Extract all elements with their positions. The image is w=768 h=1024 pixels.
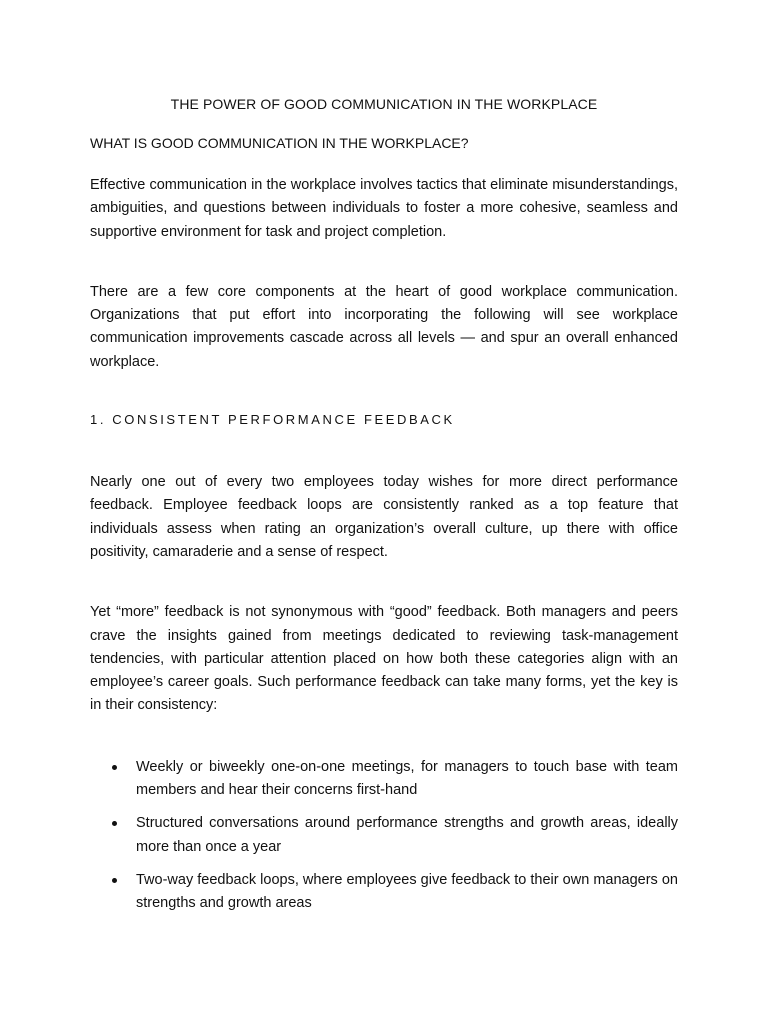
bullet-list xyxy=(90,756,678,916)
intro-paragraph-1: Effective communication in the workplace involves tactics that eliminate misunderstandings, ambiguities, and questions between individuals to foster a more cohesive, seamless and supportive environment for task and project completion. xyxy=(90,177,678,240)
bullet-icon xyxy=(112,765,117,770)
section-heading: 1. CONSISTENT PERFORMANCE FEEDBACK xyxy=(90,412,455,428)
document-title: THE POWER OF GOOD COMMUNICATION IN THE WORKPLACE xyxy=(170,96,598,112)
section-paragraph-2: Yet “more” feedback is not synonymous with “good” feedback. Both managers and peers crave the insights gained from meetings dedicated to reviewing task-management tendencies, with particular attention placed on how both these categories align with an employee’s career goals. Such performance feedback can take many forms, yet the key is in their consistency: xyxy=(90,604,678,714)
bullet-bold-text: Weekly or biweekly one-on-one meetings, xyxy=(136,758,415,775)
list-item xyxy=(90,756,678,803)
bullet-bold-text: Structured conversations around performance strengths and growth areas, xyxy=(136,815,631,832)
bullet-rest-text: for managers to touch base with team members and hear their concerns first-hand xyxy=(136,758,678,799)
bullet-icon xyxy=(112,821,117,826)
bullet-rest-text: ideally more than once a year xyxy=(136,815,679,855)
list-item xyxy=(90,812,678,859)
list-item xyxy=(90,869,678,916)
document-subtitle: WHAT IS GOOD COMMUNICATION IN THE WORKPLACE? xyxy=(90,135,469,151)
bullet-rest-text: where employees give feedback to their own managers on strengths and growth areas xyxy=(136,871,678,912)
bullet-icon xyxy=(112,878,117,883)
intro-paragraph-2: There are a few core components at the heart of good workplace communication. Organizations that put effort into incorporating the following will see workplace communication improvements cascade across all levels — and spur an overall enhanced workplace. xyxy=(90,283,678,370)
section-paragraph-1: Nearly one out of every two employees today wishes for more direct performance feedback. Employee feedback loops are consistently ranked as a top feature that individuals assess when rating an organization’s overall culture, up there with office positivity, camaraderie and a sense of respect. xyxy=(90,474,678,560)
document-content xyxy=(90,95,678,926)
bullet-bold-text: Two-way feedback loops, xyxy=(136,871,299,888)
